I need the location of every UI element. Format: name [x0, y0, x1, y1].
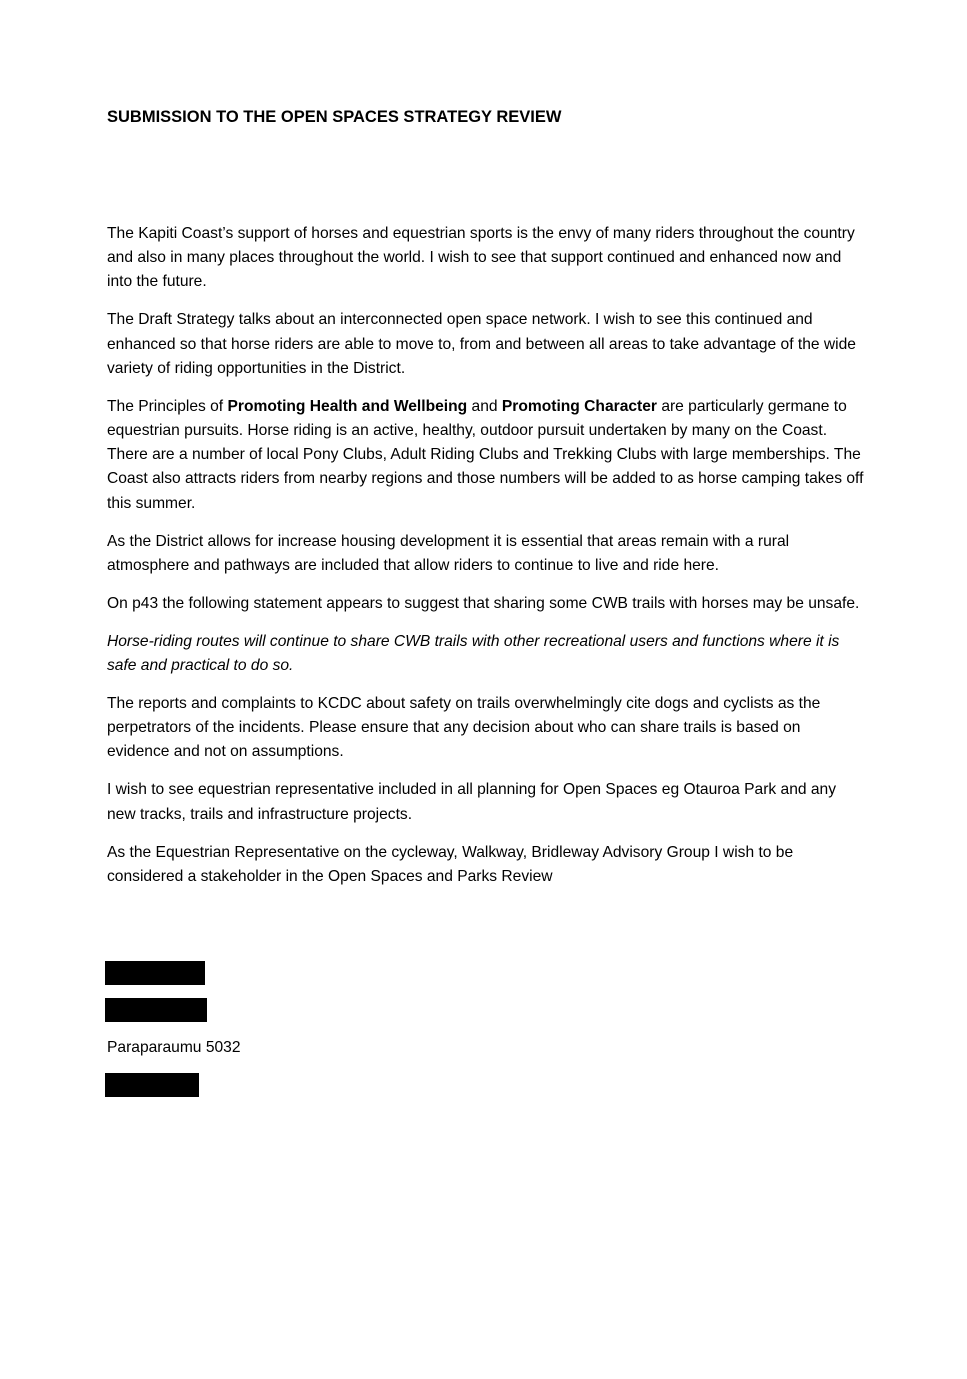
- document-title: SUBMISSION TO THE OPEN SPACES STRATEGY REVIEW: [107, 108, 562, 126]
- paragraph-principles: [107, 395, 867, 516]
- paragraph-representative: I wish to see equestrian representative included in all planning for Open Spaces eg Otauroa Park and any new tracks, trails and infrastructure projects.: [107, 781, 837, 823]
- quoted-statement: Horse-riding routes will continue to share CWB trails with other recreational users and functions where it is safe and practical to do so.: [107, 632, 840, 675]
- principles-lead: The Principles of: [107, 397, 228, 415]
- paragraph-stakeholder: As the Equestrian Representative on the cycleway, Walkway, Bridleway Advisory Group I wish to be considered a stakeholder in the Open Spaces and Parks Review: [107, 843, 794, 885]
- principles-rest: are particularly germane to equestrian pursuits. Horse riding is an active, healthy, outdoor pursuit undertaken by many on the Coast. There are a number of local Pony Clubs, Adult Riding Clubs and Trekking Clubs with large memberships. The Coast also attracts riders from nearby regions and those numbers will be added to as horse camping takes off this summer.: [107, 397, 864, 512]
- address-city-postcode: Paraparaumu 5032: [107, 1039, 241, 1056]
- redacted-street: [105, 998, 207, 1022]
- paragraph-housing: As the District allows for increase housing development it is essential that areas remain with a rural atmosphere and pathways are included that allow riders to continue to live and ride here.: [107, 532, 790, 574]
- principle-character: Promoting Character: [501, 397, 657, 415]
- paragraph-network: The Draft Strategy talks about an interconnected open space network. I wish to see this continued and enhanced so that horse riders are able to move to, from and between all areas to take advantage of the wide variety of riding opportunities in the District.: [107, 311, 856, 377]
- paragraph-p43: On p43 the following statement appears to suggest that sharing some CWB trails with horses may be unsafe.: [107, 594, 860, 612]
- redacted-contact: [105, 1073, 199, 1097]
- paragraph-support: The Kapiti Coast’s support of horses and equestrian sports is the envy of many riders throughout the country and also in many places throughout the world. I wish to see that support continued and enhanced now and into the future.: [107, 225, 855, 291]
- document-body: [107, 222, 867, 903]
- principles-and: and: [467, 397, 502, 415]
- principle-health-wellbeing: Promoting Health and Wellbeing: [227, 397, 468, 415]
- redacted-name: [105, 961, 205, 985]
- paragraph-complaints: The reports and complaints to KCDC about safety on trails overwhelmingly cite dogs and cyclists as the perpetrators of the incidents. Please ensure that any decision about who can share trails is based on evidence and not on assumptions.: [107, 695, 821, 761]
